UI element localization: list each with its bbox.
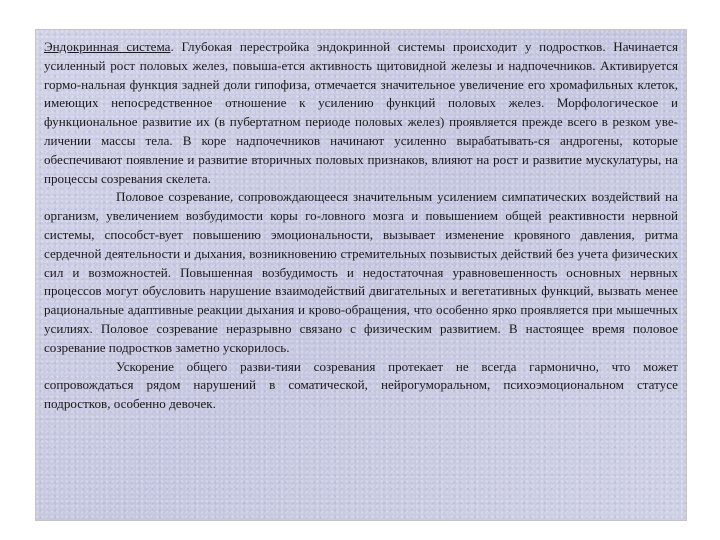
paragraph-acceleration: Ускорение общего разви-тияи созревания протекает не всегда гармонично, что может сопровождаться рядом нарушений в соматической, нейрогуморальном, психоэмоциональном статусе подростков, особенно девочек. [44, 358, 678, 412]
endocrine-system-term: Эндокринная система [44, 39, 171, 54]
paragraph-endocrine [44, 38, 678, 188]
paragraph-endocrine-text: . Глубокая перестройка эндокринной системы происходит у подростков. Начинается усиленный рост половых желез, повыша-ется активность щитовидной железы и надпочечников. Активируется гормо-нальная функция задней доли гипофиза, отмечается значительное увеличение его хромафильных клеток, имеющих непосредственное отношение к усилению функций половых желез. Морфологическое и функциональное развитие их (в пубертатном периоде половых желез) проявляется прежде всего в резком уве-личении массы тела. В коре надпочечников начинают усиленно вырабатывать-ся андрогены, которые обеспечивают появление и развитие вторичных половых признаков, влияют на рост и развитие мускулатуры, на процессы созревания скелета. [44, 39, 678, 186]
paragraph-puberty: Половое созревание, сопровождающееся значительным усилением симпатических воздействий на организм, увеличением возбудимости коры го-ловного мозга и повышением общей реактивности нервной системы, способст-вует повышению эмоциональности, вызывает изменение кровяного давления, ритма сердечной деятельности и дыхания, возникновению стремительных позывистых действий без учета физических сил и возможностей. Повышенная возбудимость и недостаточная уравновешенность основных нервных процессов могут обусловить нарушение взаимодействий двигательных и вегетативных функций, вызвать менее рациональные адаптивные реакции дыхания и крово-обращения, что особенно ярко проявляется при мышечных усилиях. Половое созревание неразрывно связано с физическим развитием. В настоящее время половое созревание подростков заметно ускорилось. [44, 189, 678, 355]
body-text [44, 38, 678, 414]
text-panel [35, 29, 687, 521]
